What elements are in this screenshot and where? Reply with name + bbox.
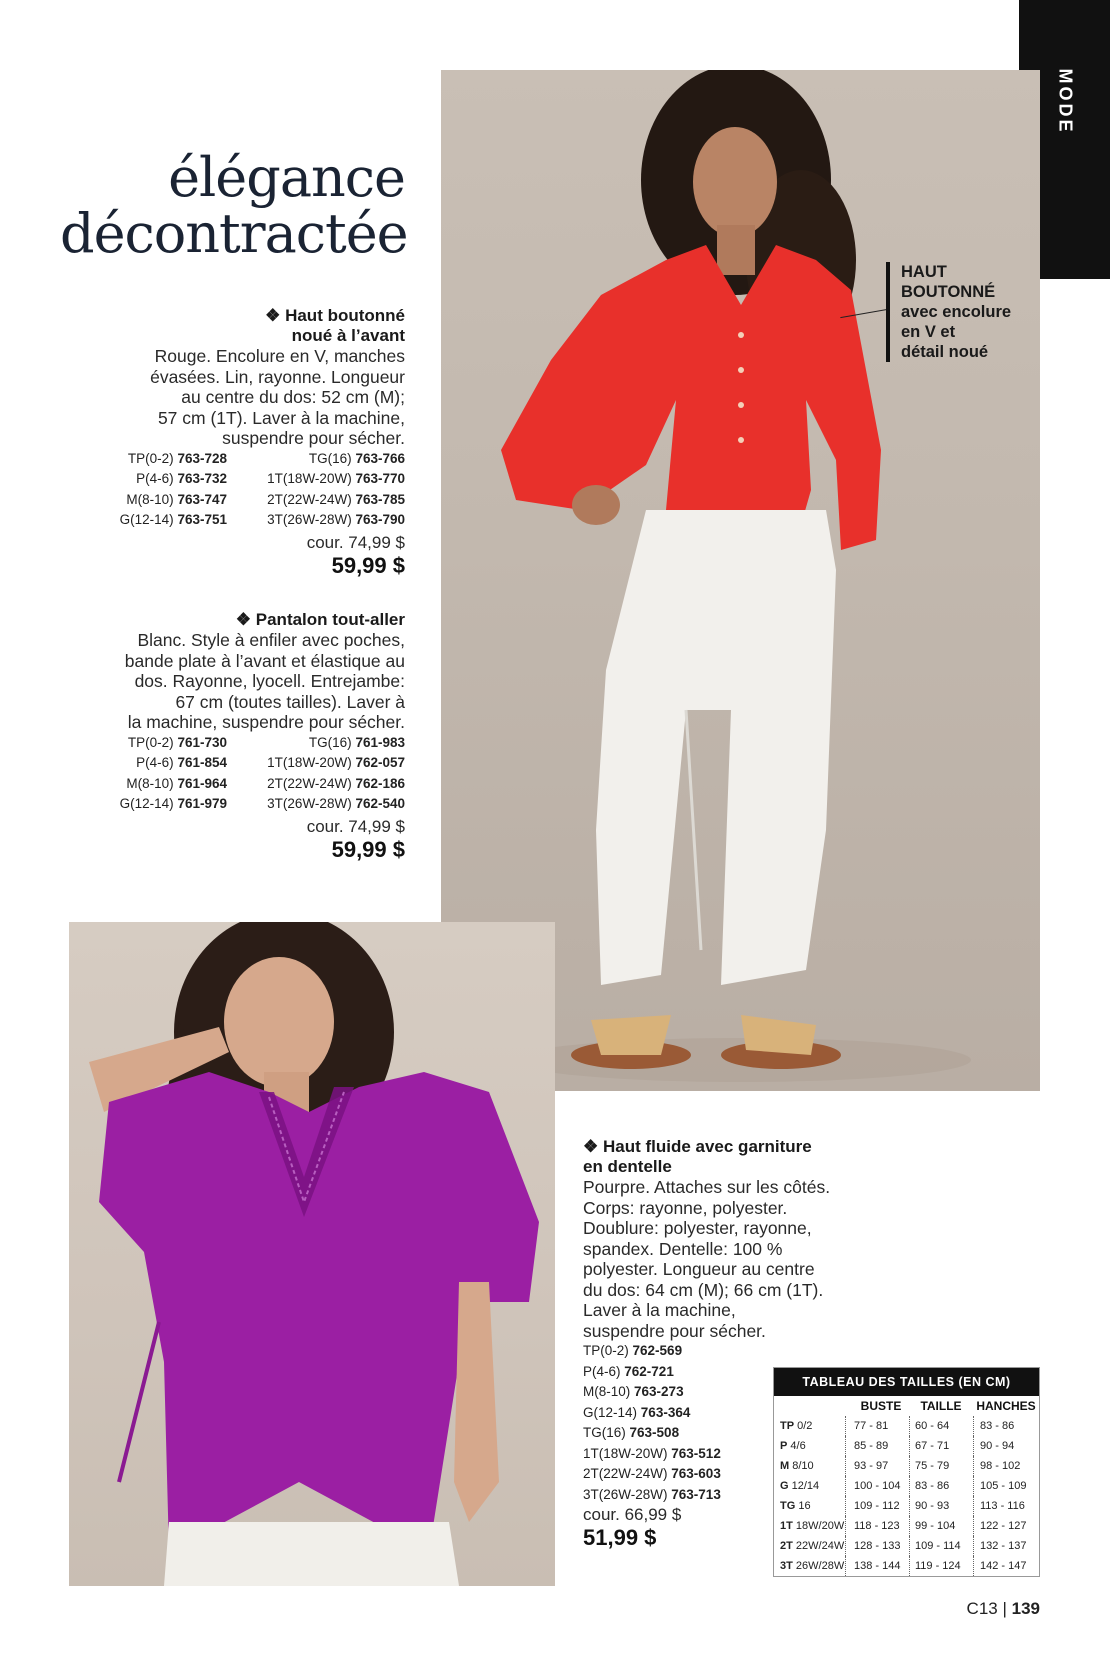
description-line: suspendre pour sécher. — [222, 428, 405, 448]
size-chart-header-row — [774, 1396, 1039, 1416]
description-line: suspendre pour sécher. — [583, 1320, 766, 1341]
product-name-line: ❖ Haut fluide avec garniture — [583, 1137, 812, 1156]
regular-price: cour. 66,99 $ — [583, 1505, 682, 1524]
size-code-row: M(8-10) 763-273 — [583, 1384, 684, 1399]
product-name — [90, 610, 405, 630]
product-name-line: ❖ Pantalon tout-aller — [235, 610, 405, 629]
size-code-row: 2T(22W-24W) 763-785 — [267, 491, 405, 507]
description-line: au centre du dos: 52 cm (M); — [181, 387, 405, 407]
size-code-row: 1T(18W-20W) 763-770 — [267, 471, 405, 486]
description-line: du dos: 64 cm (M); 66 cm (1T). — [583, 1279, 824, 1300]
product-description — [583, 1177, 903, 1341]
size-code-row: 3T(26W-28W) 762-540 — [267, 796, 405, 811]
size-code-row: 1T(18W-20W) 762-057 — [267, 755, 405, 770]
description-line: 57 cm (1T). Laver à la machine, — [157, 407, 405, 428]
size-code-row: G(12-14) 761-979 — [119, 796, 227, 811]
size-code-list — [100, 449, 405, 533]
table-row: G 12/14 100 - 104 83 - 86 105 - 109 — [774, 1476, 1039, 1496]
description-line: dos. Rayonne, lyocell. Entrejambe: — [134, 671, 405, 691]
size-code-row: G(12-14) 763-751 — [119, 512, 227, 527]
table-row: 1T 18W/20W 118 - 123 99 - 104 122 - 127 — [774, 1516, 1039, 1536]
description-line: 67 cm (toutes tailles). Laver à — [175, 691, 405, 712]
callout-line: avec encolure — [901, 303, 1012, 321]
size-code-row: P(4-6) 762-721 — [583, 1363, 674, 1379]
section-tab-label: MODE — [1055, 68, 1075, 135]
footer-separator: | — [1002, 1599, 1007, 1618]
table-row: TP 0/2 77 - 81 60 - 64 83 - 86 — [774, 1416, 1039, 1436]
size-code-row: P(4-6) 761-854 — [136, 755, 227, 770]
product-red-top — [100, 306, 405, 579]
product-description — [90, 630, 405, 733]
sale-price: 59,99 $ — [331, 836, 405, 862]
description-line: Rouge. Encolure en V, manches — [154, 346, 405, 366]
table-row: 2T 22W/24W 128 - 133 109 - 114 132 - 137 — [774, 1536, 1039, 1556]
description-line: Corps: rayonne, polyester. — [583, 1197, 788, 1218]
sale-price: 59,99 $ — [331, 552, 405, 578]
callout-line: détail noué — [901, 343, 989, 361]
size-code-row: 2T(22W-24W) 762-186 — [267, 775, 405, 791]
table-row: TG 16 109 - 112 90 - 93 113 - 116 — [774, 1496, 1039, 1516]
product-name-line: en dentelle — [583, 1157, 672, 1176]
size-chart-title: TABLEAU DES TAILLES (EN CM) — [774, 1368, 1039, 1396]
page-footer — [940, 1599, 1040, 1619]
size-column-right — [267, 733, 405, 815]
sale-price: 51,99 $ — [583, 1525, 657, 1550]
column-header: BUSTE — [860, 1399, 902, 1413]
product-white-pants — [90, 610, 405, 863]
description-line: Laver à la machine, — [583, 1300, 736, 1320]
size-code-row: TP(0-2) 762-569 — [583, 1343, 683, 1358]
description-line: Blanc. Style à enfiler avec poches, — [137, 630, 405, 650]
model-illustration — [69, 922, 555, 1586]
size-code-row: 3T(26W-28W) 763-713 — [583, 1486, 721, 1502]
column-header: TAILLE — [920, 1399, 962, 1413]
size-code-row: TG(16) 761-983 — [308, 734, 405, 750]
size-column-right — [267, 449, 405, 531]
size-code-row: 1T(18W-20W) 763-512 — [583, 1445, 721, 1461]
section-code: C13 — [966, 1599, 998, 1618]
model-photo-purple-top — [69, 922, 555, 1586]
product-name-line: noué à l’avant — [291, 326, 405, 345]
page-title — [60, 146, 408, 265]
column-header — [774, 1396, 845, 1416]
size-code-row: TG(16) 763-508 — [583, 1425, 680, 1440]
column-header: HANCHES — [976, 1399, 1036, 1413]
table-row: 3T 26W/28W 138 - 144 119 - 124 142 - 147 — [774, 1556, 1039, 1576]
title-line: élégance — [168, 146, 405, 209]
page-number: 139 — [1011, 1599, 1040, 1618]
callout-line: en V et — [901, 323, 956, 341]
description-line: polyester. Longueur au centre — [583, 1259, 815, 1279]
table-row: M 8/10 93 - 97 75 - 79 98 - 102 — [774, 1456, 1039, 1476]
description-line: spandex. Dentelle: 100 % — [583, 1238, 783, 1259]
size-code-row: TP(0-2) 761-730 — [127, 734, 227, 750]
regular-price: cour. 74,99 $ — [306, 816, 405, 836]
size-column-left — [120, 449, 227, 531]
description-line: la machine, suspendre pour sécher. — [127, 712, 405, 732]
title-line: décontractée — [60, 202, 408, 265]
product-callout — [886, 262, 1021, 362]
description-line: Pourpre. Attaches sur les côtés. — [583, 1177, 831, 1197]
regular-price: cour. 74,99 $ — [306, 532, 405, 552]
size-code-row: 2T(22W-24W) 763-603 — [583, 1466, 721, 1481]
callout-line: HAUT — [901, 263, 947, 281]
product-name — [583, 1137, 903, 1177]
size-code-row: TP(0-2) 763-728 — [127, 450, 227, 466]
callout-line: BOUTONNÉ — [901, 283, 996, 301]
description-line: bande plate à l’avant et élastique au — [124, 650, 405, 671]
product-description — [100, 346, 405, 449]
size-code-row: 3T(26W-28W) 763-790 — [267, 512, 405, 527]
description-line: Doublure: polyester, rayonne, — [583, 1218, 812, 1238]
product-name — [100, 306, 405, 346]
table-row: P 4/6 85 - 89 67 - 71 90 - 94 — [774, 1436, 1039, 1456]
size-code-row: G(12-14) 763-364 — [583, 1404, 691, 1420]
size-code-row: TG(16) 763-766 — [308, 450, 405, 466]
size-chart-table — [773, 1367, 1040, 1577]
size-code-list — [90, 733, 405, 817]
size-code-row: M(8-10) 761-964 — [126, 775, 227, 791]
product-name-line: ❖ Haut boutonné — [265, 306, 405, 325]
size-code-row: P(4-6) 763-732 — [136, 471, 227, 486]
description-line: évasées. Lin, rayonne. Longueur — [150, 366, 405, 387]
size-column-left — [120, 733, 227, 815]
size-code-row: M(8-10) 763-747 — [126, 491, 227, 507]
